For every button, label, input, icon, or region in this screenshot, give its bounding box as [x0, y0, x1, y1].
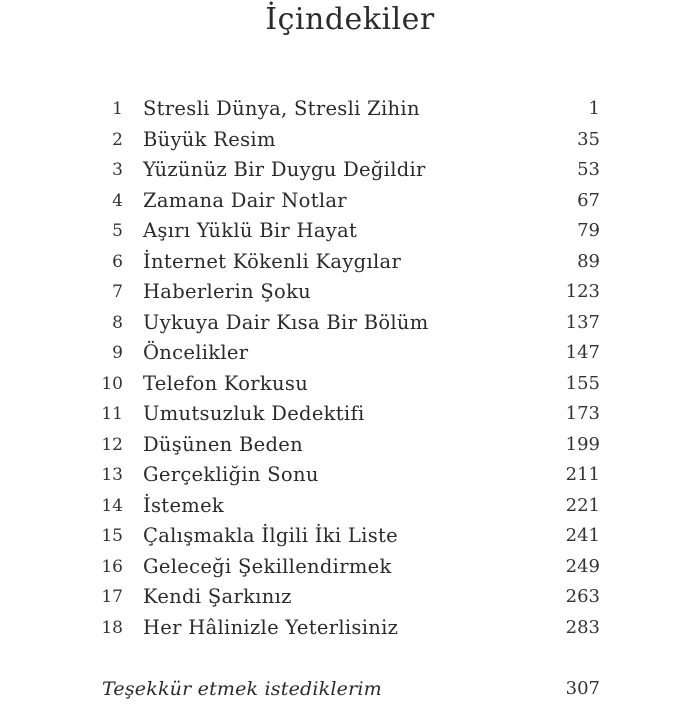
chapter-number: 7 — [112, 282, 123, 302]
chapter-title: Büyük Resim — [143, 127, 276, 151]
toc-row — [95, 582, 600, 613]
toc-row — [95, 460, 600, 491]
chapter-number: 18 — [101, 617, 123, 638]
chapter-number: 3 — [112, 160, 123, 180]
toc-row — [95, 155, 600, 186]
chapter-page: 137 — [565, 311, 600, 333]
chapter-title: İstemek — [143, 493, 225, 517]
chapter-title: Umutsuzluk Dedektifi — [143, 402, 365, 425]
chapter-page: 53 — [577, 159, 600, 180]
toc-row — [95, 552, 600, 583]
chapter-title: Telefon Korkusu — [143, 371, 309, 395]
toc-list — [95, 94, 600, 643]
chapter-page: 199 — [565, 433, 600, 455]
chapter-page: 147 — [565, 342, 600, 363]
chapter-title: Öncelikler — [143, 341, 249, 364]
toc-row — [95, 186, 600, 217]
toc-row — [95, 369, 600, 400]
toc-row — [95, 430, 600, 461]
chapter-number: 16 — [101, 556, 123, 577]
chapter-page: 1 — [588, 98, 600, 119]
chapter-title: İnternet Kökenli Kaygılar — [143, 249, 402, 273]
toc-row — [95, 125, 600, 156]
toc-row — [95, 216, 600, 247]
chapter-number: 9 — [112, 343, 123, 363]
toc-row — [95, 308, 600, 339]
chapter-title: Yüzünüz Bir Duygu Değildir — [143, 158, 426, 181]
chapter-title: Düşünen Beden — [143, 432, 303, 456]
chapter-page: 263 — [565, 586, 600, 607]
chapter-number: 5 — [112, 221, 123, 241]
chapter-page: 35 — [577, 128, 600, 150]
chapter-number: 14 — [101, 495, 123, 516]
chapter-page: 89 — [577, 250, 600, 272]
chapter-title: Kendi Şarkınız — [143, 585, 292, 608]
chapter-number: 6 — [112, 251, 123, 272]
chapter-number: 1 — [112, 99, 123, 119]
toc-row — [95, 521, 600, 552]
chapter-number: 15 — [101, 526, 123, 546]
toc-row — [95, 399, 600, 430]
toc-row — [95, 247, 600, 278]
chapter-number: 12 — [101, 434, 123, 455]
chapter-title: Uykuya Dair Kısa Bir Bölüm — [143, 310, 429, 334]
chapter-title: Gerçekliğin Sonu — [143, 463, 319, 486]
chapter-number: 10 — [101, 373, 123, 394]
toc-row — [95, 338, 600, 369]
chapter-title: Zamana Dair Notlar — [143, 188, 347, 212]
chapter-title: Her Hâlinizle Yeterlisiniz — [143, 615, 399, 639]
toc-row — [95, 613, 600, 644]
chapter-page: 283 — [565, 616, 600, 638]
acknowledgements-title: Teşekkür etmek istediklerim — [102, 678, 382, 700]
chapter-title: Aşırı Yüklü Bir Hayat — [143, 219, 358, 242]
chapter-number: 13 — [101, 465, 123, 485]
chapter-title: Geleceği Şekillendirmek — [143, 554, 392, 578]
chapter-number: 17 — [101, 587, 123, 607]
chapter-page: 211 — [565, 464, 600, 485]
toc-row — [95, 94, 600, 125]
chapter-number: 2 — [112, 129, 123, 150]
chapter-title: Stresli Dünya, Stresli Zihin — [143, 97, 420, 120]
chapter-number: 8 — [112, 312, 123, 333]
chapter-page: 249 — [565, 555, 600, 577]
chapter-page: 79 — [577, 220, 600, 241]
chapter-title: Çalışmakla İlgili İki Liste — [143, 524, 398, 547]
toc-row — [95, 491, 600, 522]
page-title: İçindekiler — [265, 2, 435, 37]
chapter-page: 241 — [565, 525, 600, 546]
chapter-page: 123 — [565, 281, 600, 302]
chapter-number: 11 — [101, 404, 123, 424]
chapter-page: 173 — [565, 403, 600, 424]
chapter-number: 4 — [112, 190, 123, 211]
chapter-page: 221 — [565, 494, 600, 516]
toc-row — [95, 277, 600, 308]
chapter-page: 155 — [565, 372, 600, 394]
chapter-title: Haberlerin Şoku — [143, 280, 312, 303]
chapter-page: 67 — [577, 189, 600, 211]
acknowledgements-page: 307 — [565, 678, 600, 699]
